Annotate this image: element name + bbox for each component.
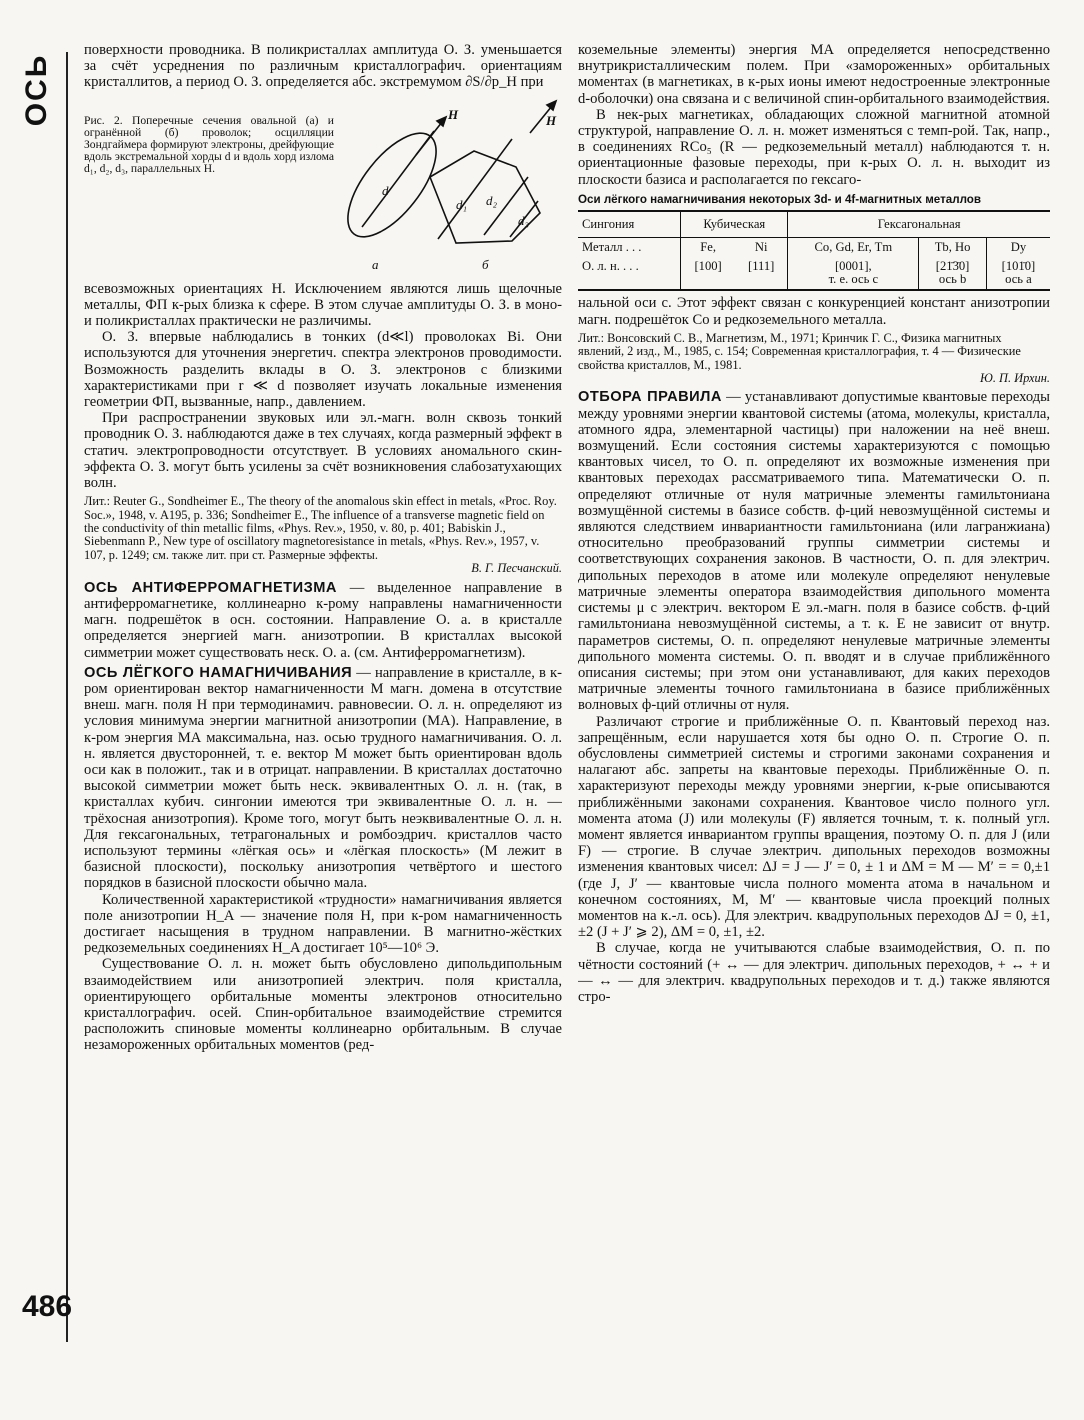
running-head: ОСЬ — [20, 53, 53, 127]
paragraph-orientations: всевозможных ориентациях H. Исключением являются лишь щелочные металлы, ФП к-рых близка к сфере. В этом случае амплитуды О. З. в моно- и поликристаллах практически не различимы. — [84, 280, 562, 330]
column-left — [84, 42, 562, 1382]
entry-afm-body: — выделенное направление в антиферромагнетике, коллинеарно к-рому направлены намагниченности магн. подрешёток в осн. состоянии. Направление О. а. в кристалле определяется энергией магн. анизотропии. В кристаллах высокой симметрии может существовать неск. О. а. (см. Антиферромагнетизм). — [84, 579, 562, 661]
paragraph-observation: О. З. впервые наблюдались в тонких (d≪l) проволоках Bi. Они используются для уточнения энергетич. спектра электронов проводимости. Возможность разделить вклады в О. З. электронов с близкими характеристиками при r ≪ d позволяет изучать локальные изменения геометрии ФП, вызванные, напр., давлением. — [84, 329, 562, 411]
label-a: а — [372, 256, 379, 272]
cell-axis-co-note: т. е. ось c — [828, 272, 879, 287]
entry-easy-axis-body: — направление в кристалле, в к-ром ориентирован вектор намагниченности M магн. домена в отсутствие внеш. магн. поля H при термодинамич. равновесии. О. л. н. определяют из условия минимума энергии магнитной анизотропии (МА). Направление, в к-ром энергия МА максимальна, наз. осью трудного намагничивания. О. л. н. является двусторонней, т. е. вектор M может быть ориентирован вдоль оси как в положит., так и в отрицат. направлении. В кристаллах достаточно высокой симметрии может быть неск. эквивалентных О. л. н. (так, в кристаллах кубич. сингонии имеются три эквивалентные О. л. н. — трёхосная анизотропия). Кроме того, могут быть неэквивалентные О. л. н. Для гексагональных, тетрагональных и ромбоэдрич. кристаллов часто используют термины «лёгкая ось» и «лёгкая плоскость» (M лежит в базисной плоскости), поскольку анизотропия четвёртого и шестого порядков в базисной плоскости обычно мала. — [84, 664, 562, 892]
table-row-metal — [578, 238, 1050, 258]
paragraph-intro: поверхности проводника. В поликристаллах амплитуда О. З. уменьшается за счёт усреднения по различным кристаллографич. ориентациям кристаллитов, а период О. З. определяется абс. экстремумом ∂S/∂p_H при — [84, 42, 562, 91]
paragraph-weak-interactions: В случае, когда не учитываются слабые взаимодействия, О. п. по чётности состояний (+ ↔ — для электрич. дипольных переходов, + ↔ + и — ↔ — для электрич. квадрупольных переходов и т. д.) также являются стро- — [578, 940, 1050, 1005]
header-syngony: Сингония — [578, 211, 681, 238]
paragraph-rare-earth: коземельные элементы) энергия МА определяется непосредственно внутрикристаллическим полем. При «замороженных» орбитальных моментах (в магнетиках, в к-рых ионы имеют недостроенные электронные d-оболочки) она связана и с величиной спин-орбитального взаимодействия. — [578, 42, 1050, 107]
label-b: б — [482, 256, 489, 272]
entry-easy-axis-headword: ОСЬ ЛЁГКОГО НАМАГНИЧИВАНИЯ — [84, 664, 353, 681]
header-cubic: Кубическая — [681, 211, 788, 238]
cell-axis-tb-note: ось b — [938, 272, 967, 287]
label-d1: d₁ — [456, 196, 468, 212]
chord-d1 — [438, 139, 512, 239]
arrow-head-a — [437, 117, 446, 126]
paragraph-origin: Существование О. л. н. может быть обусловлено дипольдипольным взаимодействием или анизотропией электрич. поля кристалла, ориентирующего орбитальные моменты электронов относительно кристаллографич. осей. Спин-орбитальное взаимодействие стремится расположить спиновые моменты коллинеарно орбитальным. В случае незамороженных орбитальных моментов (ред- — [84, 956, 562, 1054]
margin-rule — [66, 52, 68, 1342]
cell-axis-fe: [100] — [681, 257, 735, 290]
cell-metal-co-group: Co, Gd, Er, Tm — [788, 238, 919, 258]
entry-afm-axis — [84, 580, 562, 661]
figure-caption: Рис. 2. Поперечные сечения овальной (а) и огранённой (б) проволок; осцилляции Зондгаймера формируют электроны, дрейфующие вдоль экстремальной хорды d и вдоль хорд излома d₁, d₂, d₃, параллельных H. — [84, 113, 334, 176]
header-hexagonal: Гексагональная — [788, 211, 1050, 238]
page-number: 486 — [22, 1290, 73, 1323]
entry-selection-rules — [578, 389, 1050, 713]
paragraph-complex-structure: В нек-рых магнетиках, обладающих сложной магнитной атомной структурой, направление О. л. н. может изменяться с темп-рой. Так, напр., в соединениях RCo₅ (R — редкоземельный металл) наблюдаются т. н. ориентационные фазовые переходы, при к-рых О. л. н. выходит из плоскости базиса и располагается по гексаго- — [578, 106, 1050, 188]
label-H-b: H — [546, 112, 557, 128]
faceted-section — [430, 151, 540, 243]
cell-metal-dy: Dy — [986, 238, 1050, 258]
cell-metal-fe: Fe, — [681, 238, 735, 258]
row-label-metal: Металл . . . — [582, 240, 642, 255]
cell-axis-dy-value: [101̄0] — [1001, 259, 1036, 274]
cell-metal-tb-ho: Tb, Ho — [919, 238, 987, 258]
label-H-a: H — [448, 106, 459, 122]
easy-axes-table — [578, 210, 1050, 291]
literature-1-text: Лит.: Reuter G., Sondheimer E., The theory of the anomalous skin effect in metals, «Proc. Roy. Soc.», 1948, v. A195, p. 336; Sondheimer E., The influence of a transverse magnetic field on the conductivity of thin metallic films, «Phys. Rev.», 1950, v. 80, p. 401; Babiskin J., Siebenmann P., New type of oscillatory magnetoresistance in metals, «Phys. Rev.», 1957, v. 107, p. 1249; см. также лит. при ст. Размерные эффекты. — [84, 494, 557, 562]
label-d: d — [382, 182, 389, 198]
cell-axis-tb-value: [21̄3̄0] — [935, 259, 970, 274]
cell-axis-co-value: [0001], — [834, 259, 872, 274]
entry-selection-headword: ОТБОРА ПРАВИЛА — [578, 389, 722, 406]
literature-1-author: В. Г. Песчанский. — [471, 561, 562, 576]
table-caption: Оси лёгкого намагничивания некоторых 3d- и 4f-магнитных металлов — [578, 192, 981, 206]
cell-axis-tb-ho — [919, 257, 987, 290]
arrow-head-b — [547, 101, 556, 110]
literature-2-text: Лит.: Вонсовский С. В., Магнетизм, М., 1971; Кринчик Г. С., Физика магнитных явлений, 2 изд., М., 1985, с. 154; Современная кристаллография, т. 4 — Физические свойства кристаллов, М., 1981. — [578, 330, 1021, 372]
table-header-row — [578, 211, 1050, 238]
paragraph-strict-rules: Различают строгие и приближённые О. п. Квантовый переход наз. запрещённым, если нарушается хотя бы одно О. п. Строгие О. п. обусловлены симметрией системы и строгими законами сохранения и налагают абс. запреты на квантовые переходы. Приближённые О. п. характеризуют переходы между уровнями энергии, к-рые описываются приближёнными законами сохранения. Квантовое число полного угл. момента атома (J) или молекулы (F) является точным, т. к. полный угл. момент является инвариантом группы вращения, поэтому О. п. для J (или F) — строгие. В случае электрич. дипольных переходов возможны изменения квантовых чисел: ΔJ = J — J′ = 0, ± 1 и ΔM = M — M′ = = 0,±1 (где J, J′ — квантовые числа полного момента атома в начальном и конечном состояниях, M, M′ — квантовые числа проекций полных моментов на к.-л. ось). Для электрич. квадрупольных переходов ΔJ = 0, ±1, ±2 (J + J′ ⩾ 2), ΔM = 0, ±1, ±2. — [578, 713, 1050, 941]
label-d2: d₂ — [486, 192, 498, 208]
row-label-axis: О. л. н. . . . — [582, 259, 639, 274]
cell-axis-ni: [111] — [748, 259, 775, 274]
entry-selection-body: — устанавливают допустимые квантовые переходы между уровнями энергии квантовой системы (атома, молекулы, кристалла, атомного ядра, элементарной частицы) при наложении на неё внеш. возмущений. Если состояния системы характеризуются с помощью квантовых чисел, то О. п. определяют их возможные изменения при квантовых переходах рассматриваемого типа. Математически О. п. определяют отличные от нуля матричные элементы гамильтониана возмущённой системы в базисе собств. ф-ций невозмущённой системы и являются следствием инвариантности гамильтониана (или лагранжиана) относительно преобразований группы симметрии системы и соответствующих сохранения законов. В частности, О. п. для электрич. дипольных переходов в атоме или молекуле определяют ненулевые матричные элементы оператора взаимодействия дипольного момента системы μ с электрич. вектором E эл.-магн. поля в базисе собств. ф-ций гамильтониана невозмущённой системы, а т. к. E не зависит от внутр. параметров системы, О. п. определяют ненулевые матричные элементы дипольного момента системы. О. п. вводят и в случае приближённого описания системы; при этом они устанавливают, для каких переходов матричные элементы точного гамильтониана в базисе приближённых волновых ф-ций отличны от нуля. — [578, 389, 1050, 714]
entry-easy-axis — [84, 665, 562, 892]
figure-2 — [84, 97, 562, 273]
cell-metal-ni: Ni — [754, 240, 768, 255]
label-d3: d₃ — [518, 212, 530, 228]
cell-axis-co-group — [788, 257, 919, 290]
entry-afm-headword: ОСЬ АНТИФЕРРОМАГНЕТИЗМА — [84, 579, 337, 596]
cell-axis-dy-note: ось a — [1005, 272, 1032, 287]
paragraph-hex-axis: нальной оси c. Этот эффект связан с конкуренцией констант анизотропии магн. подрешёток Co и редкоземельного металла. — [578, 295, 1050, 328]
table-row-axis — [578, 257, 1050, 290]
column-right — [578, 42, 1050, 1382]
paragraph-anisotropy-field: Количественной характеристикой «трудности» намагничивания является поле анизотропии H_A — значение поля H, при к-ром намагниченность достигает насыщения в трудном направлении. В магнитно-жёстких редкоземельных соединениях H_A достигает 10⁵—10⁶ Э. — [84, 891, 562, 957]
literature-2-author: Ю. П. Ирхин. — [980, 371, 1050, 386]
figure-wire-cross-sections — [334, 97, 562, 273]
paragraph-sound-waves: При распространении звуковых или эл.-магн. волн сквозь тонкий проводник О. З. наблюдаются даже в тех случаях, когда размерный эффект в статич. электропроводности отсутствует. В условиях аномального скин-эффекта О. З. могут быть усилены за счёт возникновения слабозатухающих волн. — [84, 410, 562, 492]
cell-axis-dy — [986, 257, 1050, 290]
literature-2 — [578, 332, 1050, 386]
literature-1 — [84, 495, 562, 575]
